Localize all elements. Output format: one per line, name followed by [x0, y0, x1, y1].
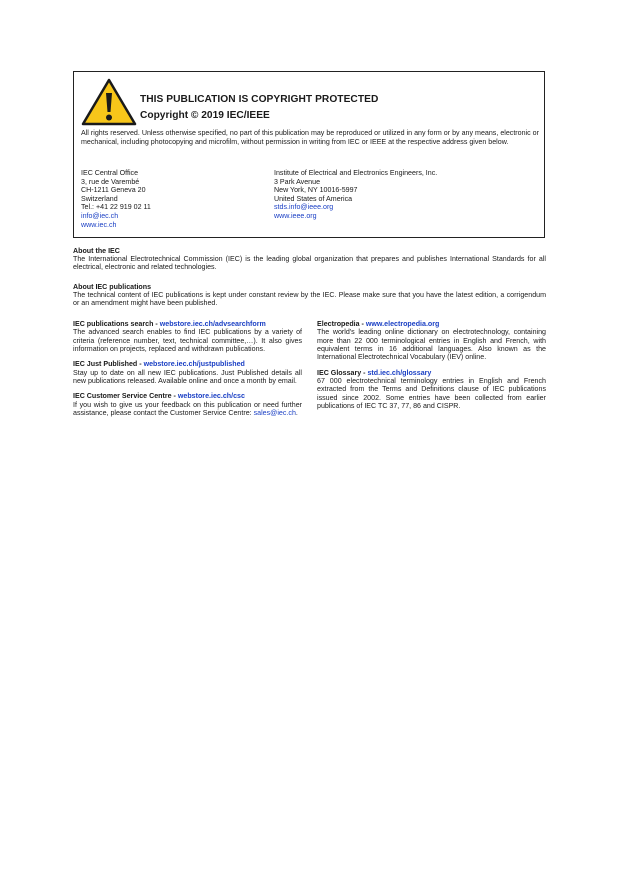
publications-search-entry [73, 320, 302, 353]
entry-title: IEC Customer Service Centre - [73, 392, 178, 401]
address-line: Tel.: +41 22 919 02 11 [81, 203, 151, 212]
about-iec-text: The International Electrotechnical Commission (IEC) is the leading global organization that prepares and publishes International Standards for all electrical, electronic and related technologies. [73, 255, 546, 272]
about-publications-heading: About IEC publications [73, 283, 152, 291]
copyright-subtitle: Copyright © 2019 IEC/IEEE [140, 110, 270, 121]
right-column [317, 320, 546, 417]
glossary-entry [317, 369, 546, 411]
entry-title: IEC Glossary - [317, 368, 368, 377]
entry-tail: . [295, 409, 298, 418]
electropedia-link[interactable]: www.electropedia.org [365, 320, 440, 328]
about-publications-text: The technical content of IEC publications is kept under constant review by the IEC. Please make sure that you have the latest edition, a corrigendum or an amendment might have been published. [73, 291, 546, 308]
copyright-notice: All rights reserved. Unless otherwise specified, no part of this publication may be reproduced or utilized in any form or by any means, electronic or mechanical, including photocopying and microfilm, without permission in writing from IEC or IEEE at the respective address given below. [81, 129, 539, 146]
entry-title: Electropedia - [317, 320, 366, 328]
about-iec-heading: About the IEC [73, 247, 120, 255]
about-publications-section [73, 283, 546, 308]
entry-text: The world's leading online dictionary on electrotechnology, containing more than 22 000 terminological entries in English and French, with equivalent terms in 16 additional languages. Also known as the International Electrotechnical Vocabulary (IEV) online. [317, 328, 546, 362]
electropedia-entry [317, 320, 546, 362]
just-published-entry [73, 360, 302, 385]
warning-triangle-icon [81, 78, 137, 126]
address-line: CH-1211 Geneva 20 [81, 186, 146, 195]
address-line: IEC Central Office [81, 169, 139, 177]
address-line: Switzerland [81, 194, 118, 203]
glossary-link[interactable]: std.iec.ch/glossary [367, 368, 432, 377]
ieee-web-link[interactable]: www.ieee.org [274, 211, 317, 220]
entry-text: Stay up to date on all new IEC publications. Just Published details all new publications released. Available online and once a month by email. [73, 368, 302, 386]
address-line: United States of America [274, 194, 353, 203]
customer-service-entry [73, 392, 302, 417]
address-line: New York, NY 10016-5997 [274, 186, 358, 195]
copyright-box [73, 71, 545, 238]
csc-link[interactable]: webstore.iec.ch/csc [177, 392, 245, 401]
sales-email-link[interactable]: sales@iec.ch [253, 409, 296, 418]
address-line: Institute of Electrical and Electronics Engineers, Inc. [274, 169, 438, 177]
copyright-title: THIS PUBLICATION IS COPYRIGHT PROTECTED [140, 94, 379, 105]
entry-title: IEC publications search - [73, 320, 160, 328]
iec-address [81, 169, 151, 229]
entry-text: The advanced search enables to find IEC publications by a variety of criteria (reference number, text, technical committee,…). It also gives information on projects, replaced and withdrawn publications. [73, 328, 302, 354]
iec-email-link[interactable]: info@iec.ch [81, 211, 119, 220]
about-iec-section [73, 247, 546, 272]
address-line: 3 Park Avenue [274, 177, 321, 186]
ieee-email-link[interactable]: stds.info@ieee.org [274, 203, 334, 212]
entry-text: 67 000 electrotechnical terminology entries in English and French extracted from the Terms and Definitions clause of IEC publications issued since 2002. Some entries have been collected from earlier publications of IEC TC 37, 77, 86 and CISPR. [317, 377, 546, 411]
address-line: 3, rue de Varembé [81, 177, 140, 186]
left-column [73, 320, 302, 424]
advsearch-link[interactable]: webstore.iec.ch/advsearchform [159, 320, 266, 328]
entry-text: If you wish to give us your feedback on this publication or need further assistance, please contact the Customer Service Centre: [73, 400, 302, 418]
entry-title: IEC Just Published - [73, 360, 144, 369]
iec-web-link[interactable]: www.iec.ch [81, 220, 117, 229]
ieee-address [274, 169, 437, 221]
justpublished-link[interactable]: webstore.iec.ch/justpublished [143, 360, 245, 369]
